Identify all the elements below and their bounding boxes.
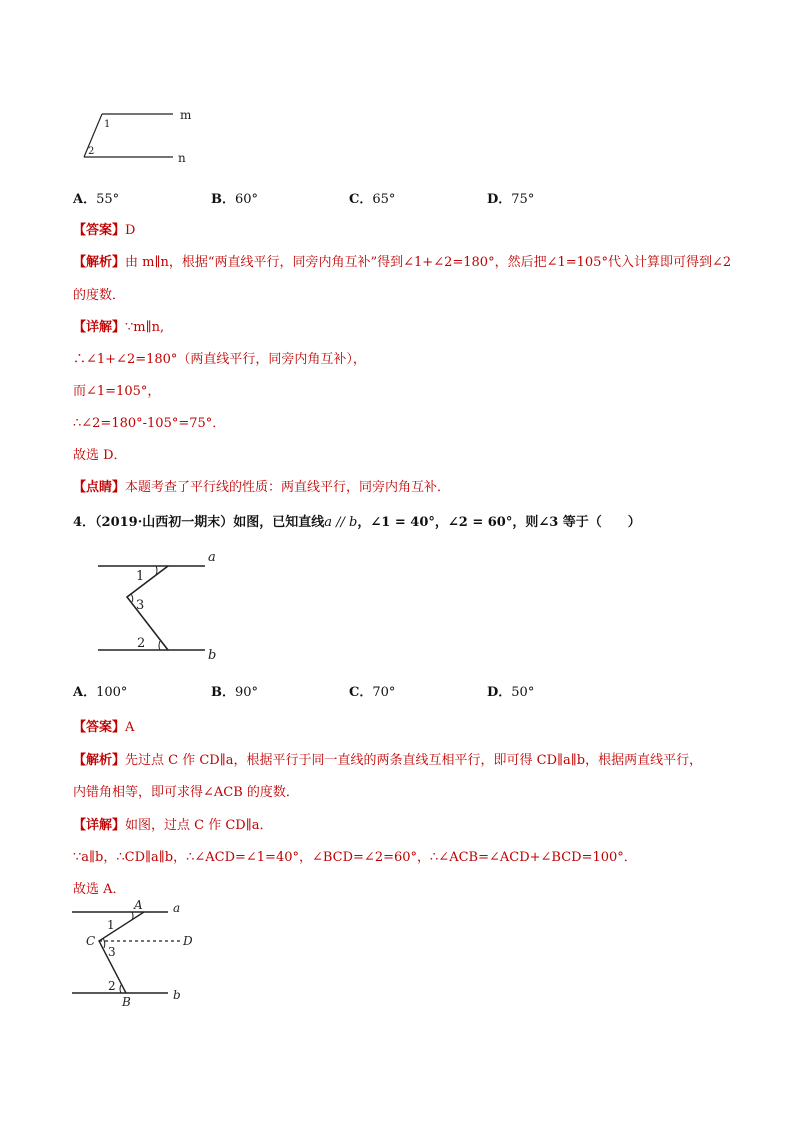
q3-option-b: B．60° <box>211 192 259 207</box>
q3-detail-line1: 【详解】∵m∥n, <box>73 320 165 335</box>
fig1-label-2: 2 <box>88 146 95 157</box>
q4-fig-label-1: 1 <box>136 569 145 584</box>
q3-answer: 【答案】D <box>73 223 136 238</box>
fig1-label-m: m <box>180 108 192 122</box>
q3-option-d: D．75° <box>487 192 535 207</box>
q3-analysis-line1: 【解析】由 m∥n，根据“两直线平行，同旁内角互补”得到∠1+∠2=180°，然后把∠1=105°代入计算即可得到∠2 <box>73 255 732 270</box>
sol-arc-1 <box>132 912 133 920</box>
sol-label-C: C <box>86 934 96 948</box>
q3-option-c: C．65° <box>349 192 396 207</box>
q3-analysis-line2: 的度数． <box>73 288 126 303</box>
sol-label-A: A <box>134 898 143 912</box>
q4-detail-line2: ∵a∥b，∴CD∥a∥b，∴∠ACD=∠1=40°，∠BCD=∠2=60°，∴∠ACB=∠ACD+∠BCD=100°． <box>73 850 637 865</box>
q4-answer: 【答案】A <box>73 720 135 735</box>
q4-option-c: C．70° <box>349 685 396 700</box>
sol-label-2: 2 <box>108 979 116 993</box>
q4-detail-line1: 【详解】如图，过点 C 作 CD∥a． <box>73 818 273 833</box>
q4-stem: 4．（2019·山西初一期末）如图，已知直线a // b，∠1 = 40°，∠2 = 60°，则∠3 等于（ ） <box>73 515 641 530</box>
q4-fig-label-2: 2 <box>137 636 146 651</box>
q4-fig-label-b: b <box>208 648 217 663</box>
sol-label-D: D <box>183 934 193 948</box>
sol-label-1: 1 <box>107 918 115 932</box>
sol-arc-3 <box>103 938 105 948</box>
q4-analysis-line2: 内错角相等，即可求得∠ACB 的度数． <box>73 785 299 800</box>
q3-detail-line4: ∴∠2=180°-105°=75°． <box>73 416 226 431</box>
sol-arc-2 <box>120 985 121 993</box>
q4-option-d: D．50° <box>487 685 535 700</box>
q3-comment: 【点睛】本题考查了平行线的性质：两直线平行，同旁内角互补． <box>73 480 451 495</box>
q4-analysis-line1: 【解析】先过点 C 作 CD∥a，根据平行于同一直线的两条直线互相平行，即可得 CD∥a∥b，根据两直线平行， <box>73 753 703 768</box>
sol-label-a: a <box>173 901 181 915</box>
q4-option-b: B．90° <box>211 685 259 700</box>
q4-fig-label-3: 3 <box>136 598 145 613</box>
q4-option-a: A．100° <box>73 685 128 700</box>
q4-conclusion: 故选 A． <box>73 882 126 897</box>
q3-detail-line3: 而∠1=105°， <box>73 384 161 399</box>
q3-conclusion: 故选 D． <box>73 448 127 463</box>
sol-label-b: b <box>173 988 181 1002</box>
zigzag-sol <box>99 912 144 993</box>
sol-label-B: B <box>122 995 131 1009</box>
fig1-label-1: 1 <box>104 119 111 130</box>
sol-label-3: 3 <box>108 945 116 959</box>
q3-option-a: A．55° <box>73 192 120 207</box>
q3-detail-line2: ∴∠1+∠2=180°（两直线平行，同旁内角互补）， <box>73 352 366 367</box>
q4-fig-label-a: a <box>208 550 216 565</box>
fig1-label-n: n <box>178 151 186 165</box>
